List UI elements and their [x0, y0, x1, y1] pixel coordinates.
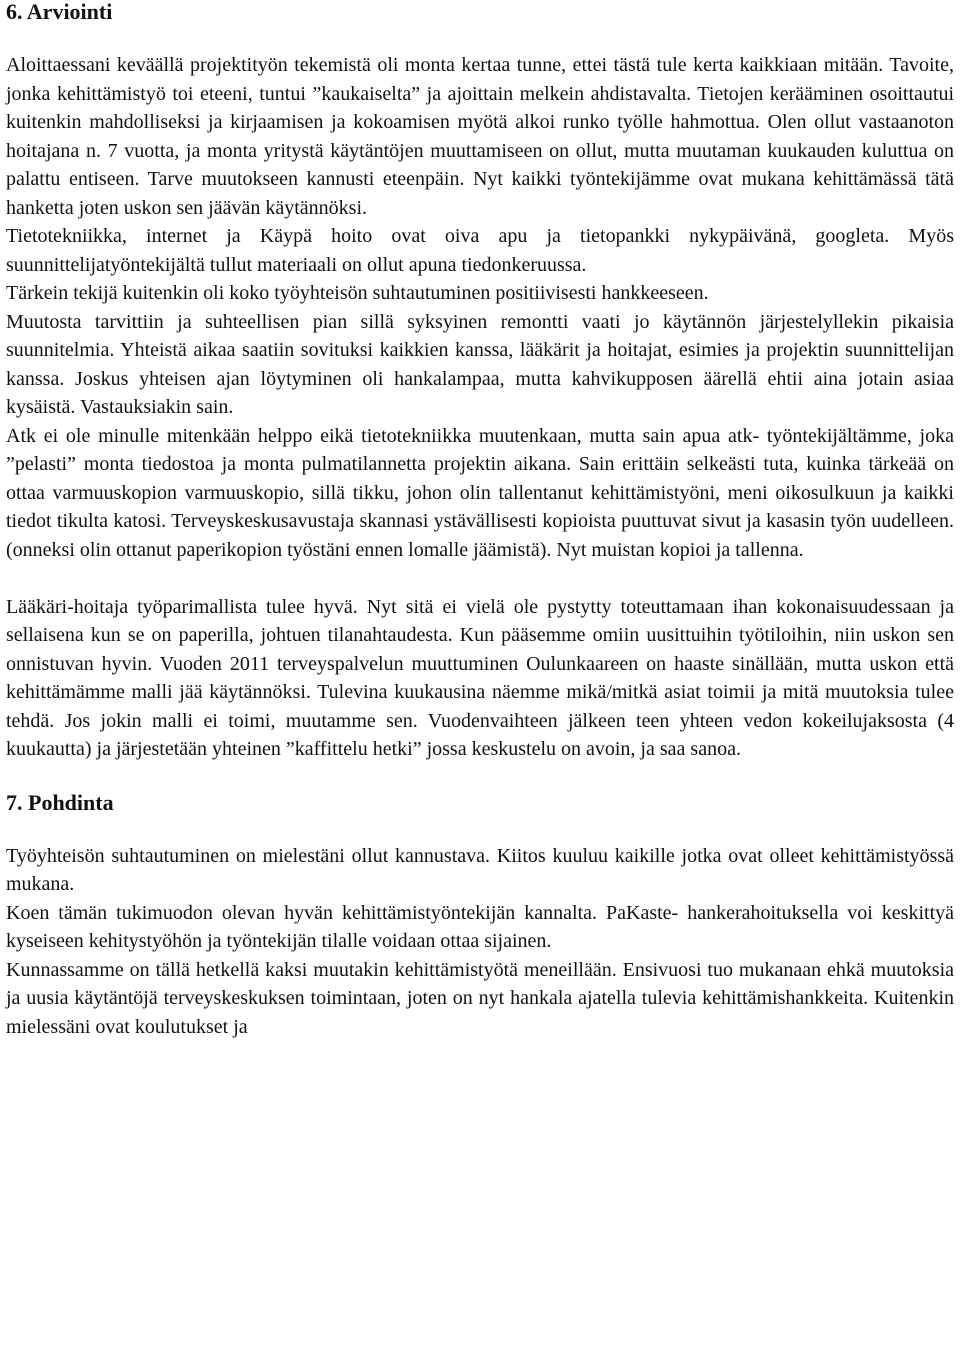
paragraph: Aloittaessani keväällä projektityön tekemistä oli monta kertaa tunne, ettei tästä tule kerta kaikkiaan mitään. Tavoite, jonka kehittämistyö toi eteeni, tuntui ”kaukaiselta” ja ajoittain melkein ahdistavalta. Tietojen kerääminen osoittautui kuitenkin mahdolliseksi ja kirjaamisen ja kokoamisen myötä alkoi runko työlle hahmottua. Olen ollut vastaanoton hoitajana n. 7 vuotta, ja monta yritystä käytäntöjen muuttamiseen on ollut, mutta muutaman kuukauden kuluttua on palattu entiseen. Tarve muutokseen kannusti eteenpäin. Nyt kaikki työntekijämme ovat mukana kehittämässä tätä hanketta joten uskon sen jäävän käytännöksi. — [6, 54, 954, 219]
paragraph: Koen tämän tukimuodon olevan hyvän kehittämistyöntekijän kannalta. PaKaste- hankerahoituksella voi keskittyä kyseiseen kehitystyöhön ja työntekijän tilalle voidaan ottaa sijainen. — [6, 901, 954, 952]
paragraph: Lääkäri-hoitaja työparimallista tulee hyvä. Nyt sitä ei vielä ole pystytty toteuttamaan ihan kokonaisuudessaan ja sellaisena kun se on paperilla, johtuen tilanahtaudesta. Kun pääsemme omiin uusittuihin työtiloihin, niin uskon sen onnistuvan hyvin. Vuoden 2011 terveyspalvelun muuttuminen Oulunkaareen on haaste sinällään, mutta uskon että kehittämämme malli jää käytännöksi. Tulevina kuukausina näemme mikä/mitkä asiat toimii ja mitä muutoksia tulee tehdä. Jos jokin malli ei toimi, muutamme sen. Vuodenvaihteen jälkeen teen yhteen vedon kokeilujaksosta (4 kuukautta) ja järjestetään yhteinen ”kaffittelu hetki” jossa keskustelu on avoin, ja saa sanoa. — [6, 595, 954, 760]
section-pohdinta — [6, 790, 954, 1042]
paragraph: Atk ei ole minulle mitenkään helppo eikä tietotekniikka muutenkaan, mutta sain apua atk- työntekijältämme, joka ”pelasti” monta tiedostoa ja monta pulmatilannetta projektin aikana. Sain erittäin selkeästi tuta, kuinka tärkeää on ottaa varmuuskopion varmuuskopio, sillä tikku, johon olin tallentanut kehittämistyöni, meni oikosulkuun ja kaikki tiedot tikulta katosi. Terveyskeskusavustaja skannasi ystävällisesti kopioista puuttuvat sivut ja kasasin työn uudelleen.(onneksi olin ottanut paperikopion työstäni ennen lomalle jäämistä). Nyt muistan kopioi ja tallenna. — [6, 424, 954, 561]
paragraph: Työyhteisön suhtautuminen on mielestäni ollut kannustava. Kiitos kuuluu kaikille jotka ovat olleet kehittämistyössä mukana. — [6, 844, 954, 895]
paragraph: Kunnassamme on tällä hetkellä kaksi muutakin kehittämistyötä meneillään. Ensivuosi tuo mukanaan ehkä muutoksia ja uusia käytäntöjä terveyskeskuksen toimintaan, joten on nyt hankala ajatella tulevia kehittämishankkeita. Kuitenkin mielessäni ovat koulutukset ja — [6, 958, 954, 1038]
paragraph: Tärkein tekijä kuitenkin oli koko työyhteisön suhtautuminen positiivisesti hankkeeseen. — [6, 282, 709, 304]
section-heading-pohdinta: 7. Pohdinta — [6, 789, 114, 815]
paragraph: Muutosta tarvittiin ja suhteellisen pian sillä syksyinen remontti vaati jo käytännön järjestelyllekin pikaisia suunnitelmia. Yhteistä aikaa saatiin sovituksi kaikkien kanssa, lääkärit ja hoitajat, esimies ja projektin suunnittelijan kanssa. Joskus yhteisen ajan löytyminen oli hankalampaa, mutta kahvikupposen äärellä ehtii aina jotain asiaa kysäistä. Vastauksiakin sain. — [6, 310, 954, 418]
section-heading-arviointi: 6. Arviointi — [6, 0, 113, 24]
section-arviointi — [6, 0, 954, 764]
paragraph: Tietotekniikka, internet ja Käypä hoito ovat oiva apu ja tietopankki nykypäivänä, googleta. Myös suunnittelijatyöntekijältä tullut materiaali on ollut apuna tiedonkeruussa. — [6, 225, 954, 276]
